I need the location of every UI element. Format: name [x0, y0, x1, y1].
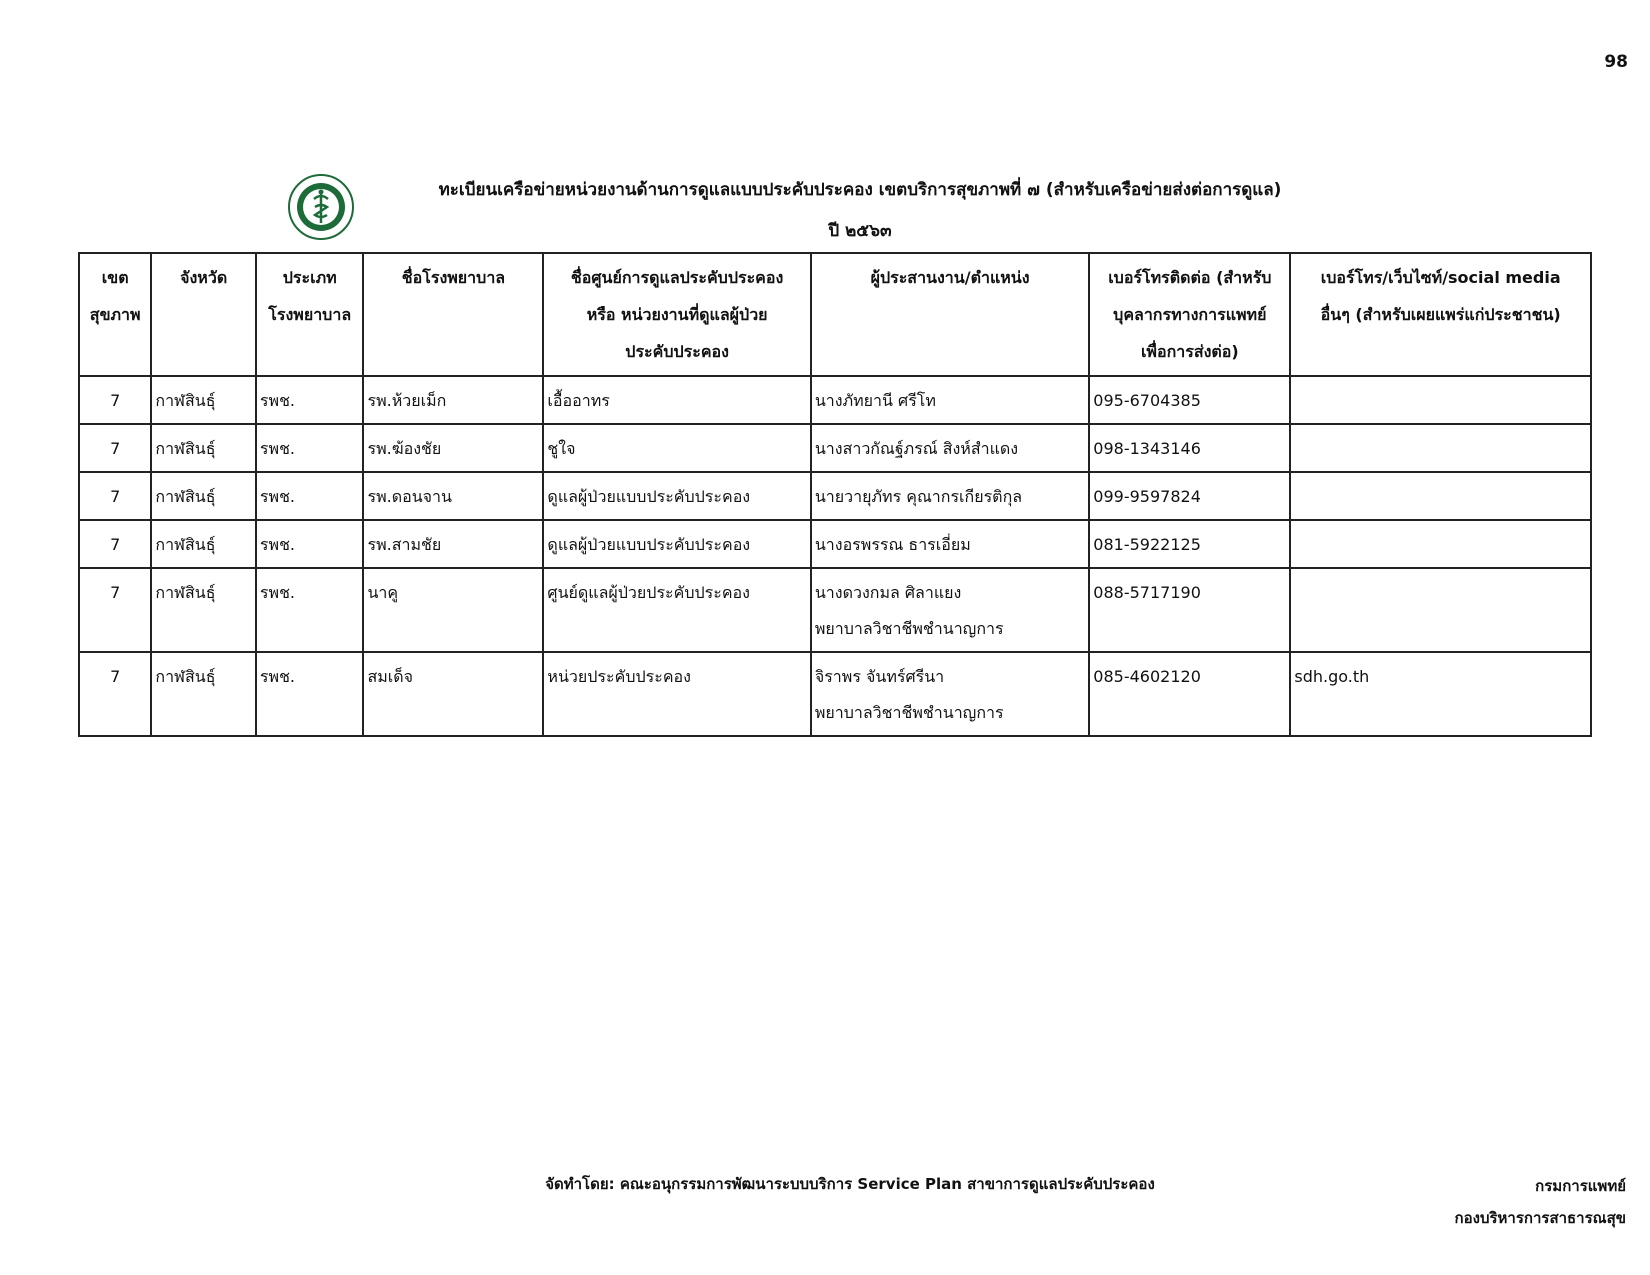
- document-title: ทะเบียนเครือข่ายหน่วยงานด้านการดูแลแบบประคับประคอง เขตบริการสุขภาพที่ ๗ (สำหรับเครือข่ายส่งต่อการดูแล): [438, 180, 1282, 200]
- footer-department: กรมการแพทย์: [1535, 1177, 1626, 1195]
- table-header-row: [79, 253, 1591, 376]
- cell-public: [1290, 568, 1591, 652]
- cell-province: กาฬสินธุ์: [151, 568, 256, 652]
- cell-phone: 099-9597824: [1089, 472, 1290, 520]
- header-care-center: ชื่อศูนย์การดูแลประคับประคอง หรือ หน่วยงานที่ดูแลผู้ป่วย ประคับประคอง: [543, 253, 810, 376]
- cell-type: รพช.: [256, 472, 364, 520]
- header-hospital-type: ประเภท โรงพยาบาล: [256, 253, 364, 376]
- cell-province: กาฬสินธุ์: [151, 376, 256, 424]
- cell-coordinator: นายวายุภัทร คุณากรเกียรติกุล: [811, 472, 1089, 520]
- cell-center: ชูใจ: [543, 424, 810, 472]
- cell-center: ศูนย์ดูแลผู้ป่วยประคับประคอง: [543, 568, 810, 652]
- header-hospital-name: ชื่อโรงพยาบาล: [363, 253, 543, 376]
- cell-coordinator: จิราพร จันทร์ศรีนา พยาบาลวิชาชีพชำนาญการ: [811, 652, 1089, 736]
- table-row: [79, 376, 1591, 424]
- cell-hospital: รพ.ห้วยเม็ก: [363, 376, 543, 424]
- table-row: [79, 520, 1591, 568]
- cell-zone: 7: [79, 376, 151, 424]
- cell-coordinator: นางภัทยานี ศรีโท: [811, 376, 1089, 424]
- table-row: [79, 424, 1591, 472]
- cell-type: รพช.: [256, 424, 364, 472]
- cell-hospital: รพ.ฆ้องชัย: [363, 424, 543, 472]
- header-public-contact: เบอร์โทร/เว็บไซท์/social media อื่นๆ (สำหรับเผยแพร่แก่ประชาชน): [1290, 253, 1591, 376]
- document-year: ปี ๒๕๖๓: [828, 221, 892, 241]
- cell-zone: 7: [79, 472, 151, 520]
- cell-zone: 7: [79, 520, 151, 568]
- cell-public: [1290, 376, 1591, 424]
- header-coordinator: ผู้ประสานงาน/ตำแหน่ง: [811, 253, 1089, 376]
- cell-province: กาฬสินธุ์: [151, 472, 256, 520]
- cell-phone: 088-5717190: [1089, 568, 1290, 652]
- cell-type: รพช.: [256, 376, 364, 424]
- cell-public: sdh.go.th: [1290, 652, 1591, 736]
- cell-province: กาฬสินธุ์: [151, 520, 256, 568]
- cell-province: กาฬสินธุ์: [151, 652, 256, 736]
- cell-center: ดูแลผู้ป่วยแบบประคับประคอง: [543, 520, 810, 568]
- cell-public: [1290, 520, 1591, 568]
- footer-prepared-by: จัดทำโดย: คณะอนุกรรมการพัฒนาระบบบริการ Service Plan สาขาการดูแลประคับประคอง: [545, 1175, 1155, 1193]
- cell-phone: 098-1343146: [1089, 424, 1290, 472]
- palliative-care-registry-table: [78, 252, 1592, 737]
- cell-coordinator: นางสาวกัณฐ์ภรณ์ สิงห์สำแดง: [811, 424, 1089, 472]
- moph-seal-logo-icon: [287, 173, 355, 241]
- cell-phone: 081-5922125: [1089, 520, 1290, 568]
- page-number: 98: [1604, 52, 1628, 72]
- cell-zone: 7: [79, 652, 151, 736]
- cell-center: ดูแลผู้ป่วยแบบประคับประคอง: [543, 472, 810, 520]
- cell-center: หน่วยประคับประคอง: [543, 652, 810, 736]
- table-row: [79, 652, 1591, 736]
- cell-province: กาฬสินธุ์: [151, 424, 256, 472]
- cell-public: [1290, 424, 1591, 472]
- cell-hospital: รพ.สามชัย: [363, 520, 543, 568]
- cell-type: รพช.: [256, 520, 364, 568]
- header-province: จังหวัด: [151, 253, 256, 376]
- table-row: [79, 568, 1591, 652]
- cell-hospital: สมเด็จ: [363, 652, 543, 736]
- cell-hospital: รพ.ดอนจาน: [363, 472, 543, 520]
- cell-public: [1290, 472, 1591, 520]
- footer-division: กองบริหารการสาธารณสุข: [1454, 1209, 1626, 1227]
- cell-phone: 085-4602120: [1089, 652, 1290, 736]
- table-row: [79, 472, 1591, 520]
- cell-coordinator: นางอรพรรณ ธารเอี่ยม: [811, 520, 1089, 568]
- cell-type: รพช.: [256, 652, 364, 736]
- cell-phone: 095-6704385: [1089, 376, 1290, 424]
- cell-zone: 7: [79, 424, 151, 472]
- cell-type: รพช.: [256, 568, 364, 652]
- cell-coordinator: นางดวงกมล ศิลาแยง พยาบาลวิชาชีพชำนาญการ: [811, 568, 1089, 652]
- cell-zone: 7: [79, 568, 151, 652]
- cell-center: เอื้ออาทร: [543, 376, 810, 424]
- header-zone: เขต สุขภาพ: [79, 253, 151, 376]
- cell-hospital: นาคู: [363, 568, 543, 652]
- header-referral-phone: เบอร์โทรติดต่อ (สำหรับ บุคลากรทางการแพทย์ เพื่อการส่งต่อ): [1089, 253, 1290, 376]
